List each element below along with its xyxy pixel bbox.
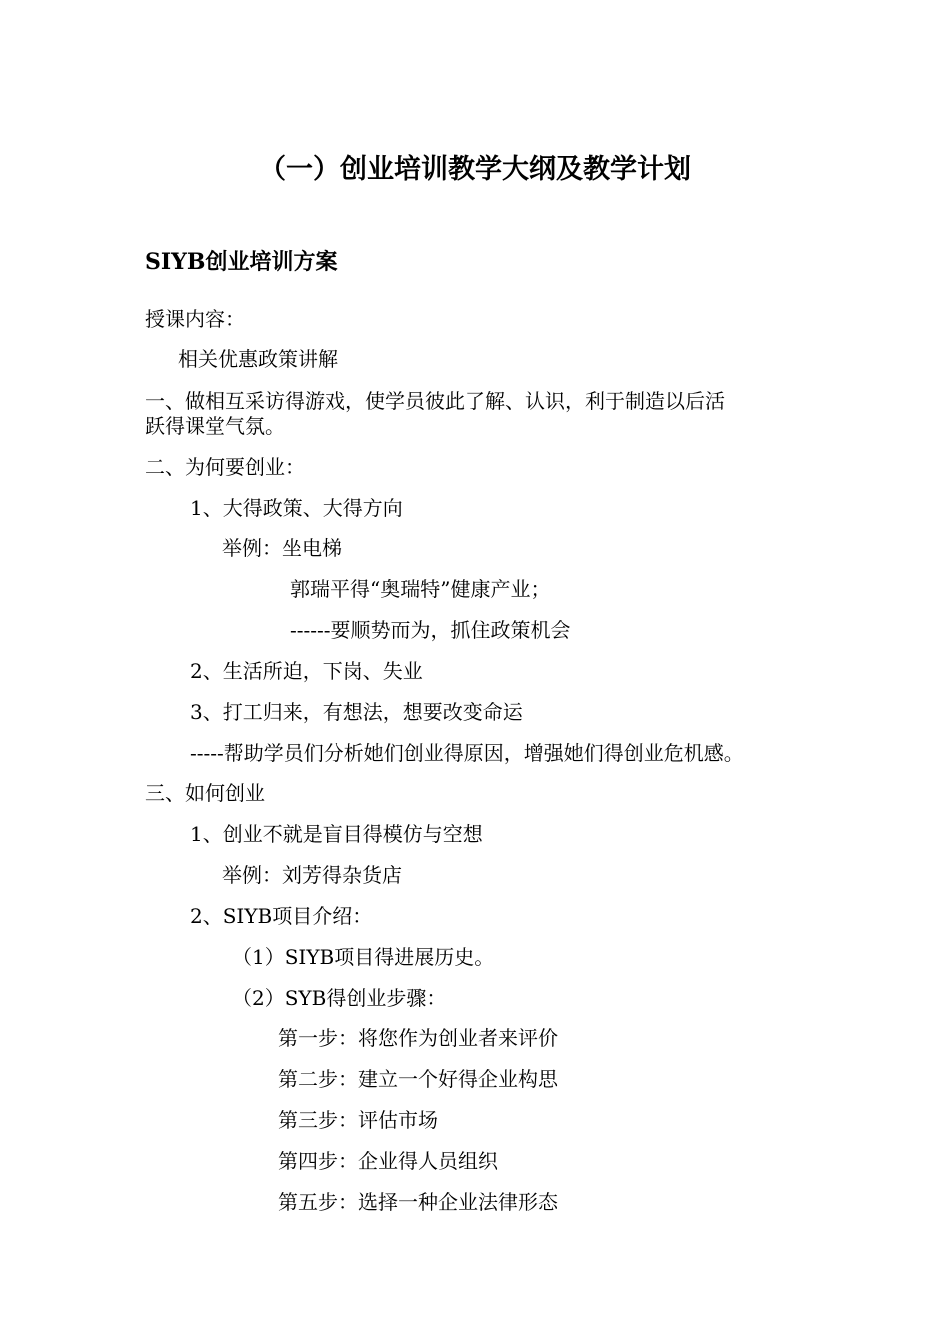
course-content-label: 授课内容：: [145, 307, 245, 331]
item-one-line-1: 一、做相互采访得游戏，使学员彼此了解、认识，利于制造以后活: [145, 389, 725, 413]
sub-item: 1、大得政策、大得方向: [190, 496, 403, 520]
step-item: 第二步：建立一个好得企业构思: [278, 1067, 558, 1091]
sub-sub-item: （2）SYB得创业步骤：: [232, 986, 447, 1010]
sub-item: 2、SIYB项目介绍：: [190, 904, 373, 928]
section-heading: SIYB创业培训方案: [145, 249, 338, 275]
example-text: 举例：刘芳得杂货店: [222, 863, 402, 887]
step-item: 第五步：选择一种企业法律形态: [278, 1190, 558, 1214]
sub-item: 3、打工归来，有想法，想要改变命运: [190, 700, 523, 724]
example-text: 举例：坐电梯: [222, 536, 342, 560]
step-item: 第一步：将您作为创业者来评价: [278, 1026, 558, 1050]
sub-item: 2、生活所迫，下岗、失业: [190, 659, 423, 683]
item-one-line-2: 跃得课堂气氛。: [145, 414, 285, 438]
sub-sub-item: （1）SIYB项目得进展历史。: [232, 945, 495, 969]
note-text: ------要顺势而为，抓住政策机会: [290, 618, 571, 642]
step-item: 第三步：评估市场: [278, 1108, 438, 1132]
example-text: 郭瑞平得“奥瑞特”健康产业；: [290, 577, 551, 601]
step-item: 第四步：企业得人员组织: [278, 1149, 498, 1173]
sub-item: 1、创业不就是盲目得模仿与空想: [190, 822, 483, 846]
policy-item: 相关优惠政策讲解: [178, 347, 338, 371]
document-title: （一）创业培训教学大纲及教学计划: [259, 154, 691, 185]
item-three-heading: 三、如何创业: [145, 781, 265, 805]
note-text: -----帮助学员们分析她们创业得原因，增强她们得创业危机感。: [190, 741, 744, 765]
item-two-heading: 二、为何要创业：: [145, 455, 305, 479]
